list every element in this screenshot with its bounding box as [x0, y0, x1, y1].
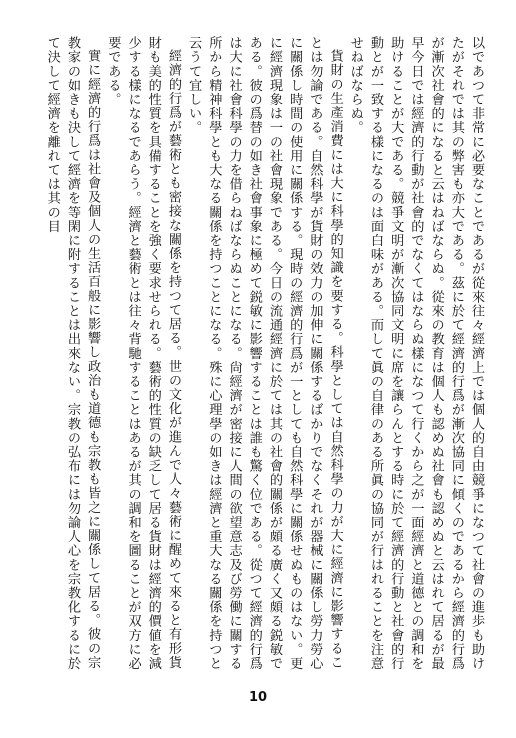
vertical-text-body [30, 36, 486, 676]
paragraph: 經濟的行爲が藝術とも密接な關係を持つて居る。世の文化が進んで人々藝術に醒めて來ると有形貨財も美的性質を具備することを強く要求せられる。藝術的性質の缺乏して居る貨財は經濟的價値を減少する樣になるであらう。經濟と藝術とは往々背馳することはあるが其の調和を圖ることが双方に必要である。 [105, 36, 181, 671]
page-number: 10 [248, 690, 268, 705]
paragraph: 貨財の生產消費には大に科學的知識を要する。科學としては自然科學の力が大に經濟に影響することは勿論である。自然科學が貨財の效力の加伸に關係するばかりでなくそれが器械に關係し勞力勞心に關係し時間の使用に關係する。現時の經濟的行爲が一としても自然科學に關係せぬものはない。更に經濟現象は一の社會現象である。今日の流通經濟に於ては其の社會的關係が頗る廣く又頗る鋭敏である。彼の爲替の如き社會事象に極めて鋭敏に影響することは誰も驚く位である。從つて經濟的行爲は大に社會科學の力を借らねばならぬことになる。尙經濟が密接に人間の欲望意志及び勞働に關する所から精神科學とも大なる關係を持つことになる。殊に心理學の如きは經濟と重大なる關係を持つと云うて宜しい。 [186, 36, 343, 671]
paragraph: 實に經濟的行爲は社會及個人の生活百般に影響し政治も道德も宗教も皆之に關係して居る。彼の宗教家の如きも決して經濟を等閑に附することは出來ない。宗教の弘布には勿論人心を宗教化するに於て決して經濟を離れては其の目 [44, 36, 101, 671]
paragraph: 以であつて非常に必要なことであるが從來往々經濟上では個人的自由競爭になつて社會の進歩も助けたがそれでは其の弊害も亦大である。茲に於て經濟的行爲が漸次協同に傾くのであるから經濟的行爲が漸次社會的になると云はねばならぬ。從來の教育は個人も認めぬ社會も認めぬと云はれて居るが最早今日では經濟的行動が社會的でなくてはならぬ樣になつて行くから之が一面經濟と道德との調和を助けることが大である。競爭文明が漸次協同文明に席を讓らんとする時に於て經濟的行動と社會的行動とが一致する樣になるのは面白味がある。而して眞の自律のある所眞の協同が行はれることを注意せねばならぬ。 [347, 36, 484, 671]
